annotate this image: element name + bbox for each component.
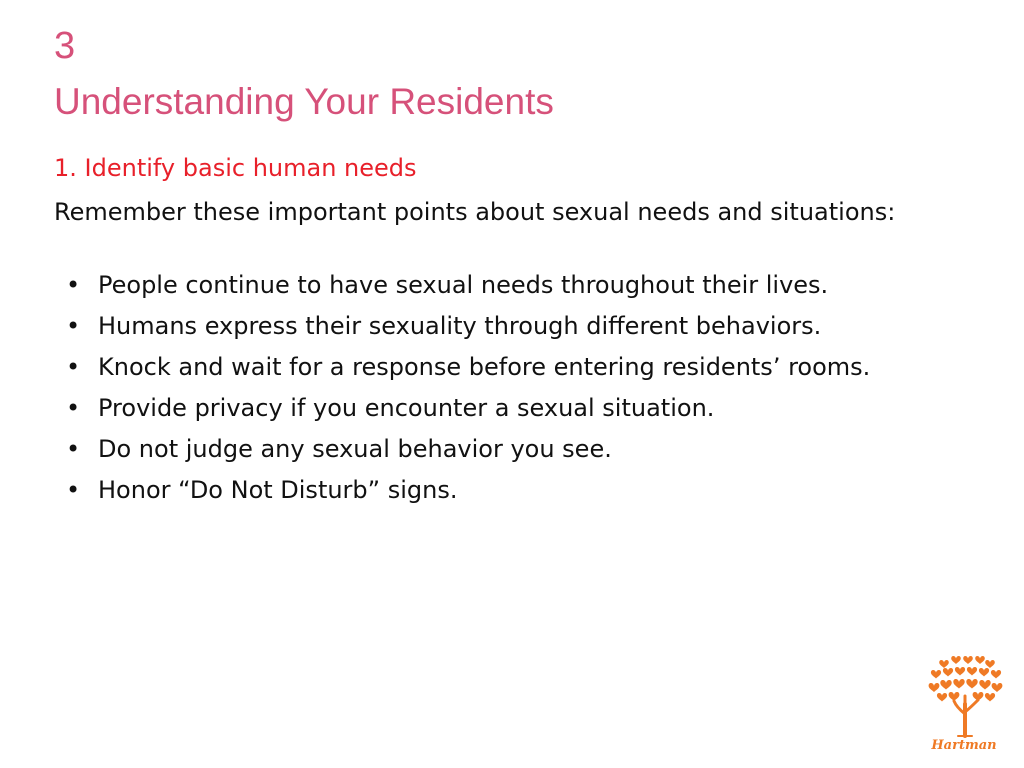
heart-tree-icon — [918, 652, 1010, 738]
bullet-item — [66, 309, 986, 343]
hartman-logo — [918, 652, 1010, 760]
bullet-marker: • — [66, 312, 81, 340]
hartman-wordmark: Hartman — [931, 738, 997, 753]
bullet-text: Humans express their sexuality through different behaviors. — [98, 312, 822, 340]
bullet-marker: • — [66, 353, 81, 381]
bullet-marker: • — [66, 271, 81, 299]
bullet-marker: • — [66, 476, 81, 504]
bullet-text: People continue to have sexual needs throughout their lives. — [98, 271, 829, 299]
bullet-text: Knock and wait for a response before entering residents’ rooms. — [98, 353, 871, 381]
bullet-list — [66, 268, 986, 514]
bullet-text: Provide privacy if you encounter a sexual situation. — [98, 394, 715, 422]
bullet-item — [66, 391, 986, 425]
bullet-marker: • — [66, 435, 81, 463]
bullet-marker: • — [66, 394, 81, 422]
section-subheading: 1. Identify basic human needs — [54, 154, 417, 182]
chapter-number: 3 — [54, 25, 76, 67]
bullet-item — [66, 350, 986, 384]
bullet-item — [66, 432, 986, 466]
bullet-text: Honor “Do Not Disturb” signs. — [98, 476, 458, 504]
intro-paragraph: Remember these important points about sexual needs and situations: — [54, 198, 896, 226]
chapter-title: Understanding Your Residents — [54, 81, 554, 122]
bullet-text: Do not judge any sexual behavior you see. — [98, 435, 612, 463]
bullet-item — [66, 268, 986, 302]
bullet-item — [66, 473, 986, 507]
